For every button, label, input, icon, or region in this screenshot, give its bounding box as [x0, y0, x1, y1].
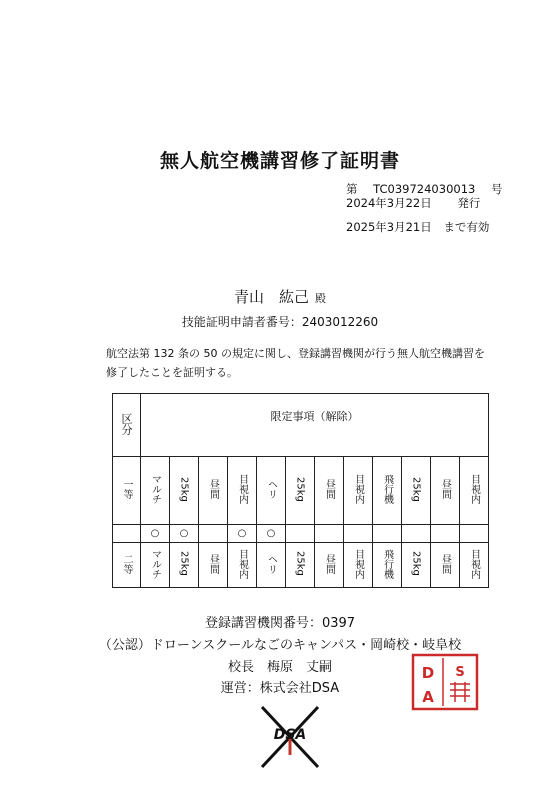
logo-text: DSA — [273, 727, 307, 743]
certificate-title: 無人航空機講習修了証明書 — [159, 150, 400, 172]
svg-text:D: D — [421, 664, 435, 682]
table-row — [113, 457, 489, 525]
expiry-date: 2025年3月21日 — [346, 220, 432, 234]
table-cell: 目視内 — [460, 457, 489, 525]
svg-text:S: S — [455, 665, 465, 680]
number-value: TC039724030013 — [373, 182, 476, 196]
table-cell: マルチ — [141, 543, 170, 588]
table-cell: 昼間 — [431, 543, 460, 588]
mark-cell — [113, 525, 141, 543]
certification-statement — [106, 344, 506, 382]
table-cell: マルチ — [141, 457, 170, 525]
table-cell: 25kg — [286, 457, 315, 525]
registration-number: 登録講習機関番号：0397 — [204, 616, 356, 631]
issue-line — [346, 196, 480, 210]
table-cell: 目視内 — [228, 457, 257, 525]
svg-text:A: A — [422, 688, 434, 706]
mark-cell: ○ — [170, 525, 199, 543]
expiry-label: まで有効 — [443, 220, 490, 234]
table-cell: 昼間 — [199, 543, 228, 588]
applicant-number: 技能証明申請者番号：2403012260 — [181, 315, 379, 329]
table-cell: 25kg — [286, 543, 315, 588]
recipient — [0, 286, 560, 307]
table-cell: ヘリ — [257, 543, 286, 588]
table-row — [113, 525, 489, 543]
mark-cell: ○ — [257, 525, 286, 543]
issue-label: 発行 — [457, 196, 481, 210]
mark-cell — [199, 525, 228, 543]
operator-name: 運営：株式会社DSA — [220, 681, 340, 696]
table-cell: ヘリ — [257, 457, 286, 525]
mark-cell — [431, 525, 460, 543]
mark-cell: ○ — [228, 525, 257, 543]
grade-label: 一等 — [113, 457, 141, 525]
table-spacer-row — [113, 439, 489, 457]
principal-name: 校長 梅原 丈嗣 — [227, 660, 332, 675]
kubun-header: 区分 — [113, 394, 141, 457]
table-cell: 飛行機 — [373, 457, 402, 525]
mark-cell — [286, 525, 315, 543]
table-cell: 昼間 — [431, 457, 460, 525]
mark-cell — [402, 525, 431, 543]
number-suffix: 号 — [491, 182, 503, 196]
expiry-line — [346, 220, 489, 234]
recipient-honorific: 殿 — [315, 292, 326, 305]
certificate-number — [346, 182, 503, 196]
limit-header: 限定事項（解除） — [141, 394, 489, 439]
table-cell: 目視内 — [228, 543, 257, 588]
issue-date: 2024年3月22日 — [346, 196, 432, 210]
grade-label: 二等 — [113, 543, 141, 588]
table-cell: 飛行機 — [373, 543, 402, 588]
mark-cell — [373, 525, 402, 543]
mark-cell — [315, 525, 344, 543]
table-cell: 目視内 — [344, 543, 373, 588]
statement-line-1: 航空法第 132 条の 50 の規定に関し、登録講習機関が行う無人航空機講習を — [106, 347, 485, 360]
table-cell: 昼間 — [199, 457, 228, 525]
table-cell: 昼間 — [315, 543, 344, 588]
company-seal-stamp — [410, 652, 480, 712]
mark-cell: ○ — [141, 525, 170, 543]
statement-line-2: 修了したことを証明する。 — [106, 366, 238, 379]
table-cell: 25kg — [170, 457, 199, 525]
limitation-table — [112, 393, 489, 588]
table-row — [113, 543, 489, 588]
table-cell: 25kg — [170, 543, 199, 588]
mark-cell — [460, 525, 489, 543]
table-cell: 25kg — [402, 457, 431, 525]
table-header-row — [113, 394, 489, 439]
table-cell: 昼間 — [315, 457, 344, 525]
table-cell: 目視内 — [460, 543, 489, 588]
recipient-name: 青山 紘己 — [233, 288, 309, 306]
school-name: （公認）ドローンスクールなごのキャンパス・岡崎校・岐阜校 — [98, 638, 462, 653]
drone-logo-icon — [250, 697, 330, 777]
number-prefix: 第 — [346, 182, 358, 196]
table-cell: 目視内 — [344, 457, 373, 525]
mark-cell — [344, 525, 373, 543]
table-cell: 25kg — [402, 543, 431, 588]
